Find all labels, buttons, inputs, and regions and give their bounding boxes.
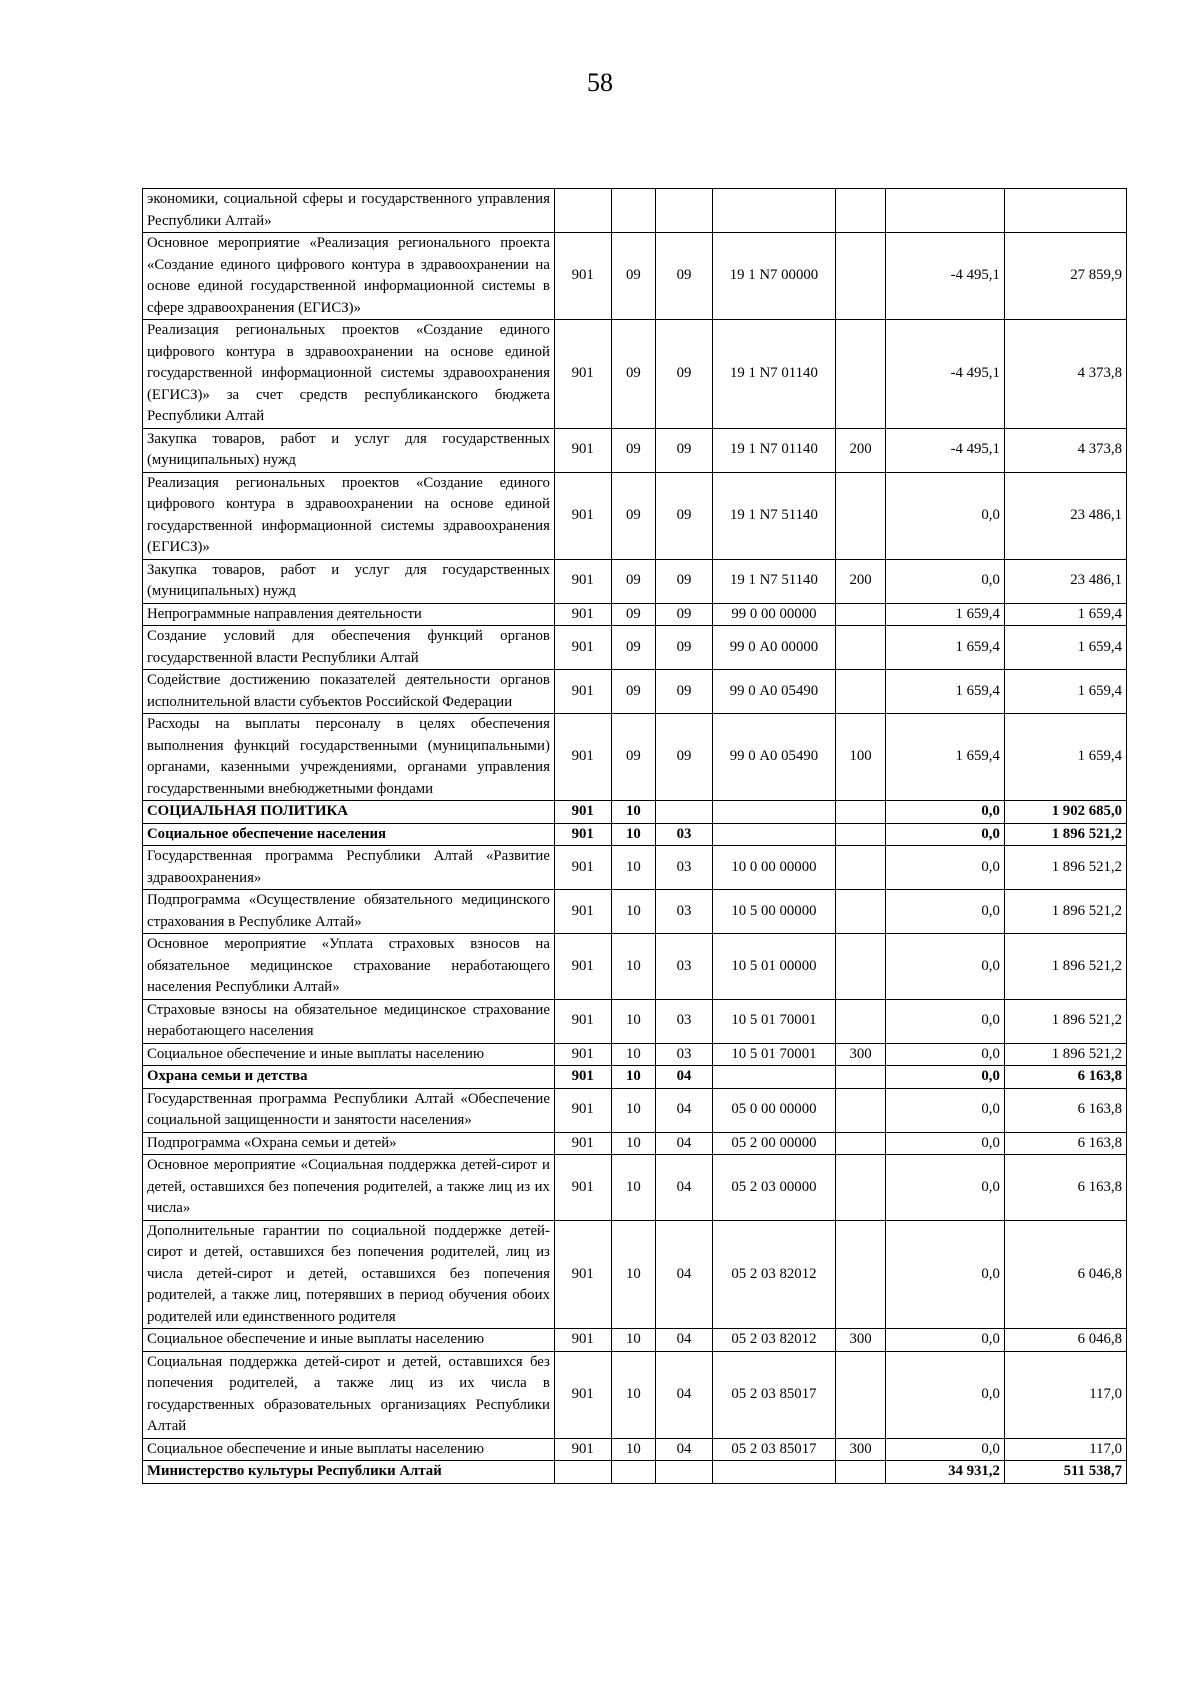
table-row (143, 320, 1127, 429)
pr-cell: 03 (656, 1043, 713, 1066)
budget-table (142, 188, 1127, 1484)
pr-cell: 09 (656, 472, 713, 559)
pr-cell: 09 (656, 626, 713, 670)
gr-cell: 901 (554, 320, 611, 429)
table-row (143, 1088, 1127, 1132)
csr-cell: 19 1 N7 00000 (712, 233, 835, 320)
pr-cell: 09 (656, 714, 713, 801)
csr-cell: 05 2 00 00000 (712, 1132, 835, 1155)
rz-cell: 10 (611, 1066, 656, 1089)
change-amount-cell: 1 659,4 (886, 714, 1005, 801)
total-amount-cell: 4 373,8 (1004, 428, 1126, 472)
vr-cell (836, 1066, 886, 1089)
gr-cell (554, 1461, 611, 1484)
change-amount-cell: 0,0 (886, 1066, 1005, 1089)
table-row (143, 1132, 1127, 1155)
vr-cell (836, 233, 886, 320)
change-amount-cell: 0,0 (886, 1351, 1005, 1438)
gr-cell: 901 (554, 1351, 611, 1438)
row-name-cell: Государственная программа Республики Алтай «Развитие здравоохранения» (143, 846, 555, 890)
row-name-cell: Охрана семьи и детства (143, 1066, 555, 1089)
csr-cell: 19 1 N7 51140 (712, 472, 835, 559)
total-amount-cell: 1 659,4 (1004, 626, 1126, 670)
rz-cell: 09 (611, 428, 656, 472)
total-amount-cell: 6 163,8 (1004, 1066, 1126, 1089)
pr-cell: 04 (656, 1220, 713, 1329)
gr-cell: 901 (554, 1220, 611, 1329)
total-amount-cell: 1 896 521,2 (1004, 934, 1126, 1000)
vr-cell (836, 1461, 886, 1484)
csr-cell (712, 801, 835, 824)
pr-cell: 03 (656, 999, 713, 1043)
row-name-cell: Содействие достижению показателей деятельности органов исполнительной власти субъектов Российской Федерации (143, 670, 555, 714)
table-row (143, 1043, 1127, 1066)
vr-cell (836, 626, 886, 670)
row-name-cell: Закупка товаров, работ и услуг для государственных (муниципальных) нужд (143, 428, 555, 472)
row-name-cell: Подпрограмма «Охрана семьи и детей» (143, 1132, 555, 1155)
table-row (143, 626, 1127, 670)
change-amount-cell: 0,0 (886, 934, 1005, 1000)
vr-cell (836, 472, 886, 559)
csr-cell: 05 2 03 82012 (712, 1329, 835, 1352)
vr-cell (836, 801, 886, 824)
vr-cell: 300 (836, 1329, 886, 1352)
rz-cell: 10 (611, 1132, 656, 1155)
rz-cell: 10 (611, 1088, 656, 1132)
row-name-cell: СОЦИАЛЬНАЯ ПОЛИТИКА (143, 801, 555, 824)
rz-cell: 10 (611, 1155, 656, 1221)
vr-cell (836, 934, 886, 1000)
csr-cell (712, 823, 835, 846)
row-name-cell: Государственная программа Республики Алтай «Обеспечение социальной защищенности и занятости населения» (143, 1088, 555, 1132)
total-amount-cell: 511 538,7 (1004, 1461, 1126, 1484)
row-name-cell: Реализация региональных проектов «Создание единого цифрового контура в здравоохранении на основе единой государственной информационной системы здравоохранения (ЕГИСЗ)» за счет средств республиканского бюджета Республики Алтай (143, 320, 555, 429)
gr-cell: 901 (554, 1066, 611, 1089)
total-amount-cell: 1 896 521,2 (1004, 890, 1126, 934)
table-row (143, 472, 1127, 559)
csr-cell: 99 0 00 00000 (712, 603, 835, 626)
table-row (143, 823, 1127, 846)
total-amount-cell: 27 859,9 (1004, 233, 1126, 320)
vr-cell (836, 320, 886, 429)
csr-cell: 10 0 00 00000 (712, 846, 835, 890)
total-amount-cell: 1 896 521,2 (1004, 1043, 1126, 1066)
csr-cell: 05 2 03 85017 (712, 1351, 835, 1438)
gr-cell: 901 (554, 823, 611, 846)
pr-cell: 04 (656, 1329, 713, 1352)
csr-cell (712, 1066, 835, 1089)
row-name-cell: Социальное обеспечение и иные выплаты населению (143, 1438, 555, 1461)
change-amount-cell (886, 189, 1005, 233)
pr-cell: 04 (656, 1088, 713, 1132)
change-amount-cell: 0,0 (886, 999, 1005, 1043)
pr-cell: 04 (656, 1438, 713, 1461)
csr-cell: 10 5 00 00000 (712, 890, 835, 934)
pr-cell: 09 (656, 233, 713, 320)
csr-cell: 10 5 01 70001 (712, 1043, 835, 1066)
change-amount-cell: 0,0 (886, 890, 1005, 934)
total-amount-cell: 6 163,8 (1004, 1132, 1126, 1155)
vr-cell (836, 846, 886, 890)
total-amount-cell: 1 659,4 (1004, 714, 1126, 801)
change-amount-cell: 0,0 (886, 1220, 1005, 1329)
rz-cell: 09 (611, 714, 656, 801)
vr-cell (836, 823, 886, 846)
gr-cell: 901 (554, 670, 611, 714)
rz-cell: 09 (611, 472, 656, 559)
pr-cell: 09 (656, 320, 713, 429)
rz-cell: 10 (611, 801, 656, 824)
vr-cell (836, 1088, 886, 1132)
vr-cell (836, 890, 886, 934)
total-amount-cell (1004, 189, 1126, 233)
gr-cell: 901 (554, 1438, 611, 1461)
csr-cell: 05 2 03 00000 (712, 1155, 835, 1221)
change-amount-cell: 34 931,2 (886, 1461, 1005, 1484)
vr-cell (836, 1220, 886, 1329)
vr-cell (836, 603, 886, 626)
rz-cell (611, 189, 656, 233)
gr-cell: 901 (554, 1132, 611, 1155)
total-amount-cell: 1 896 521,2 (1004, 999, 1126, 1043)
rz-cell: 10 (611, 1351, 656, 1438)
vr-cell: 300 (836, 1438, 886, 1461)
rz-cell: 10 (611, 1220, 656, 1329)
change-amount-cell: 0,0 (886, 1132, 1005, 1155)
csr-cell: 10 5 01 00000 (712, 934, 835, 1000)
table-row (143, 846, 1127, 890)
csr-cell (712, 1461, 835, 1484)
vr-cell (836, 1351, 886, 1438)
rz-cell: 09 (611, 559, 656, 603)
gr-cell: 901 (554, 1155, 611, 1221)
total-amount-cell: 23 486,1 (1004, 559, 1126, 603)
rz-cell: 09 (611, 670, 656, 714)
table-row (143, 1461, 1127, 1484)
gr-cell: 901 (554, 890, 611, 934)
csr-cell: 99 0 А0 05490 (712, 714, 835, 801)
vr-cell: 300 (836, 1043, 886, 1066)
row-name-cell: Дополнительные гарантии по социальной поддержке детей-сирот и детей, оставшихся без попечения родителей, лиц из числа детей-сирот и детей, оставшихся без попечения родителей, а также лиц, потерявших в период обучения обоих родителей или единственного родителя (143, 1220, 555, 1329)
total-amount-cell: 4 373,8 (1004, 320, 1126, 429)
change-amount-cell: 0,0 (886, 559, 1005, 603)
gr-cell: 901 (554, 846, 611, 890)
change-amount-cell: 1 659,4 (886, 670, 1005, 714)
row-name-cell: Основное мероприятие «Социальная поддержка детей-сирот и детей, оставшихся без попечения родителей, а также лиц из их числа» (143, 1155, 555, 1221)
csr-cell: 05 2 03 82012 (712, 1220, 835, 1329)
total-amount-cell: 1 896 521,2 (1004, 846, 1126, 890)
gr-cell: 901 (554, 934, 611, 1000)
pr-cell: 03 (656, 934, 713, 1000)
gr-cell: 901 (554, 1329, 611, 1352)
gr-cell: 901 (554, 233, 611, 320)
rz-cell: 10 (611, 890, 656, 934)
table-row (143, 1351, 1127, 1438)
rz-cell: 10 (611, 1043, 656, 1066)
row-name-cell: Социальное обеспечение и иные выплаты населению (143, 1043, 555, 1066)
row-name-cell: Социальное обеспечение населения (143, 823, 555, 846)
total-amount-cell: 1 896 521,2 (1004, 823, 1126, 846)
pr-cell: 09 (656, 428, 713, 472)
rz-cell: 10 (611, 823, 656, 846)
row-name-cell: Основное мероприятие «Уплата страховых взносов на обязательное медицинское страхование неработающего населения Республики Алтай» (143, 934, 555, 1000)
table-row (143, 999, 1127, 1043)
change-amount-cell: 0,0 (886, 472, 1005, 559)
table-row (143, 1220, 1127, 1329)
table-row (143, 670, 1127, 714)
rz-cell: 10 (611, 1438, 656, 1461)
row-name-cell: Расходы на выплаты персоналу в целях обеспечения выполнения функций государственными (муниципальными) органами, казенными учреждениями, органами управления государственными внебюджетными фондами (143, 714, 555, 801)
rz-cell: 09 (611, 233, 656, 320)
csr-cell: 99 0 А0 05490 (712, 670, 835, 714)
gr-cell: 901 (554, 714, 611, 801)
pr-cell: 04 (656, 1155, 713, 1221)
change-amount-cell: 0,0 (886, 823, 1005, 846)
row-name-cell: Создание условий для обеспечения функций органов государственной власти Республики Алтай (143, 626, 555, 670)
change-amount-cell: 0,0 (886, 1329, 1005, 1352)
change-amount-cell: -4 495,1 (886, 320, 1005, 429)
rz-cell (611, 1461, 656, 1484)
pr-cell (656, 801, 713, 824)
gr-cell: 901 (554, 603, 611, 626)
total-amount-cell: 6 163,8 (1004, 1155, 1126, 1221)
rz-cell: 10 (611, 999, 656, 1043)
total-amount-cell: 6 163,8 (1004, 1088, 1126, 1132)
pr-cell: 03 (656, 890, 713, 934)
vr-cell: 100 (836, 714, 886, 801)
table-row (143, 559, 1127, 603)
gr-cell: 901 (554, 559, 611, 603)
pr-cell: 03 (656, 846, 713, 890)
rz-cell: 10 (611, 846, 656, 890)
gr-cell: 901 (554, 626, 611, 670)
total-amount-cell: 117,0 (1004, 1351, 1126, 1438)
csr-cell: 10 5 01 70001 (712, 999, 835, 1043)
change-amount-cell: -4 495,1 (886, 428, 1005, 472)
csr-cell: 19 1 N7 01140 (712, 428, 835, 472)
gr-cell: 901 (554, 472, 611, 559)
table-row (143, 1438, 1127, 1461)
table-row (143, 1155, 1127, 1221)
gr-cell: 901 (554, 999, 611, 1043)
table-row (143, 1066, 1127, 1089)
page-number: 58 (587, 68, 613, 97)
rz-cell: 10 (611, 1329, 656, 1352)
vr-cell: 200 (836, 428, 886, 472)
change-amount-cell: 1 659,4 (886, 603, 1005, 626)
pr-cell (656, 1461, 713, 1484)
change-amount-cell: -4 495,1 (886, 233, 1005, 320)
vr-cell (836, 1132, 886, 1155)
table-row (143, 801, 1127, 824)
change-amount-cell: 0,0 (886, 1088, 1005, 1132)
row-name-cell: Социальное обеспечение и иные выплаты населению (143, 1329, 555, 1352)
table-body (143, 189, 1127, 1484)
pr-cell: 04 (656, 1132, 713, 1155)
pr-cell: 04 (656, 1351, 713, 1438)
pr-cell: 09 (656, 559, 713, 603)
change-amount-cell: 0,0 (886, 846, 1005, 890)
total-amount-cell: 117,0 (1004, 1438, 1126, 1461)
pr-cell (656, 189, 713, 233)
row-name-cell: Подпрограмма «Осуществление обязательного медицинского страхования в Республике Алтай» (143, 890, 555, 934)
table-row (143, 890, 1127, 934)
row-name-cell: Основное мероприятие «Реализация регионального проекта «Создание единого цифрового контура в здравоохранении на основе единой государственной информационной системы в сфере здравоохранения (ЕГИСЗ)» (143, 233, 555, 320)
row-name-cell: экономики, социальной сферы и государственного управления Республики Алтай» (143, 189, 555, 233)
vr-cell (836, 999, 886, 1043)
row-name-cell: Министерство культуры Республики Алтай (143, 1461, 555, 1484)
gr-cell: 901 (554, 428, 611, 472)
change-amount-cell: 1 659,4 (886, 626, 1005, 670)
table-row (143, 1329, 1127, 1352)
gr-cell: 901 (554, 801, 611, 824)
rz-cell: 10 (611, 934, 656, 1000)
total-amount-cell: 6 046,8 (1004, 1220, 1126, 1329)
table-row (143, 603, 1127, 626)
pr-cell: 09 (656, 603, 713, 626)
gr-cell (554, 189, 611, 233)
change-amount-cell: 0,0 (886, 1438, 1005, 1461)
row-name-cell: Страховые взносы на обязательное медицинское страхование неработающего населения (143, 999, 555, 1043)
rz-cell: 09 (611, 626, 656, 670)
total-amount-cell: 6 046,8 (1004, 1329, 1126, 1352)
total-amount-cell: 23 486,1 (1004, 472, 1126, 559)
total-amount-cell: 1 902 685,0 (1004, 801, 1126, 824)
csr-cell: 05 2 03 85017 (712, 1438, 835, 1461)
vr-cell: 200 (836, 559, 886, 603)
row-name-cell: Социальная поддержка детей-сирот и детей, оставшихся без попечения родителей, а также лиц из их числа в государственных образовательных организациях Республики Алтай (143, 1351, 555, 1438)
csr-cell: 05 0 00 00000 (712, 1088, 835, 1132)
vr-cell (836, 1155, 886, 1221)
gr-cell: 901 (554, 1043, 611, 1066)
csr-cell: 19 1 N7 51140 (712, 559, 835, 603)
table-row (143, 934, 1127, 1000)
row-name-cell: Реализация региональных проектов «Создание единого цифрового контура в здравоохранении на основе единой государственной информационной системы здравоохранения (ЕГИСЗ)» (143, 472, 555, 559)
change-amount-cell: 0,0 (886, 1155, 1005, 1221)
row-name-cell: Закупка товаров, работ и услуг для государственных (муниципальных) нужд (143, 559, 555, 603)
vr-cell (836, 189, 886, 233)
gr-cell: 901 (554, 1088, 611, 1132)
total-amount-cell: 1 659,4 (1004, 603, 1126, 626)
pr-cell: 09 (656, 670, 713, 714)
vr-cell (836, 670, 886, 714)
pr-cell: 03 (656, 823, 713, 846)
pr-cell: 04 (656, 1066, 713, 1089)
table-row (143, 233, 1127, 320)
total-amount-cell: 1 659,4 (1004, 670, 1126, 714)
table-row (143, 189, 1127, 233)
row-name-cell: Непрограммные направления деятельности (143, 603, 555, 626)
change-amount-cell: 0,0 (886, 801, 1005, 824)
rz-cell: 09 (611, 603, 656, 626)
table-row (143, 428, 1127, 472)
csr-cell (712, 189, 835, 233)
csr-cell: 99 0 А0 00000 (712, 626, 835, 670)
csr-cell: 19 1 N7 01140 (712, 320, 835, 429)
rz-cell: 09 (611, 320, 656, 429)
change-amount-cell: 0,0 (886, 1043, 1005, 1066)
table-row (143, 714, 1127, 801)
